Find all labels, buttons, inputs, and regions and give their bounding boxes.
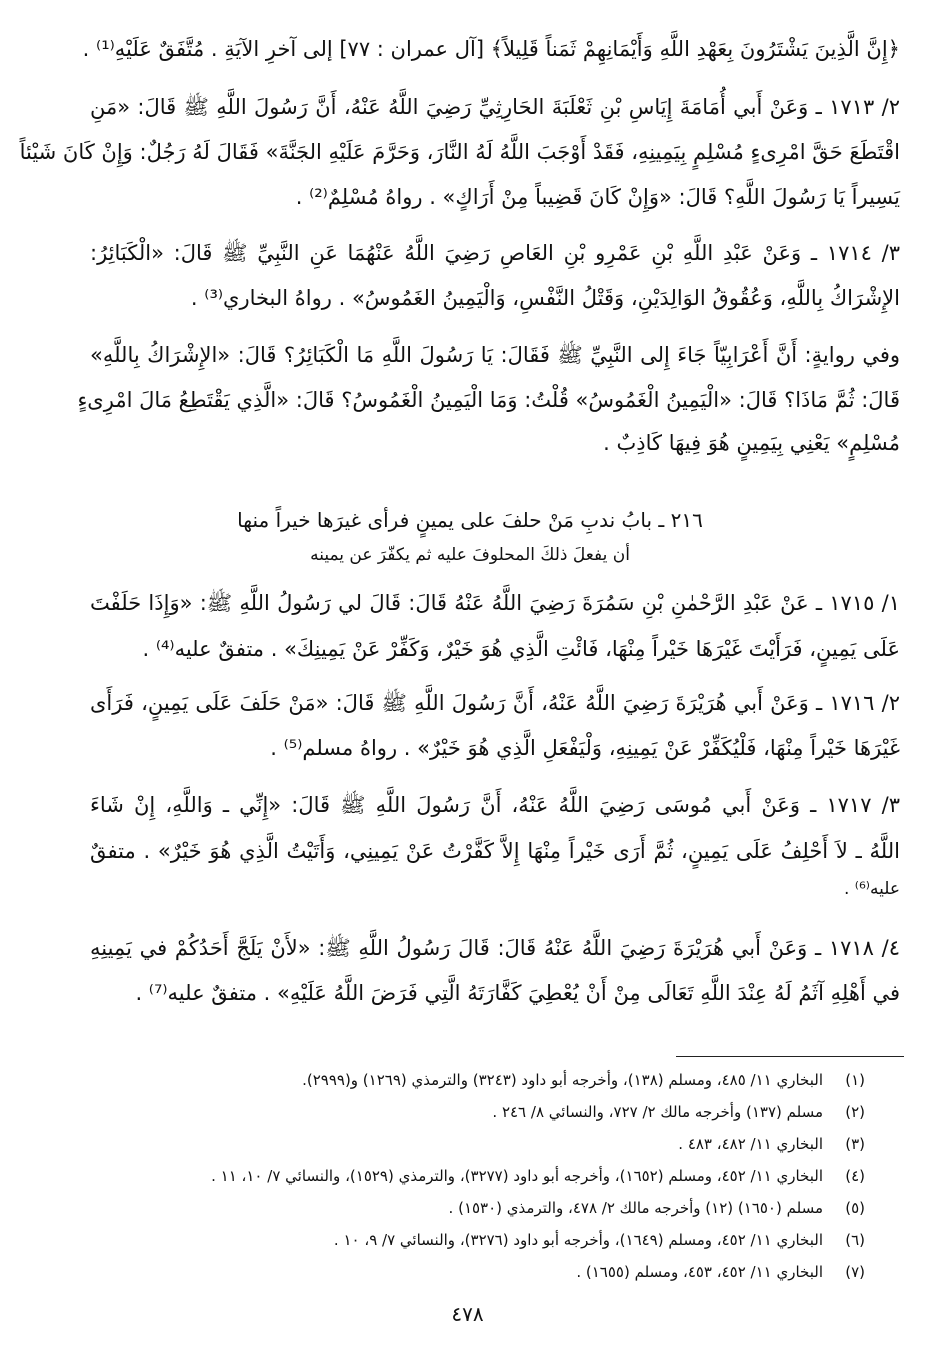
- chapter-heading: ٢١٦ ـ بابُ ندبِ مَنْ حلفَ على يمينٍ فرأى غيرَها خيراً منها: [237, 508, 703, 532]
- footnote-1: [65, 1069, 865, 1093]
- footnote-2: [65, 1101, 865, 1125]
- hadith-1714-line-1: ٣/ ١٧١٤ ـ وَعَنْ عَبْدِ اللَّهِ بْنِ عَمْرِو بْنِ العَاصِ رَضِيَ اللَّهُ عَنْهُمَا عَنِ النَّبِيِّ ﷺ قَالَ: «الْكَبَائِرُ:: [90, 241, 900, 265]
- footnote-4: [65, 1165, 865, 1189]
- footnote-text: البخاري ١١/ ٤٥٢، ومسلم (١٦٥٢)، وأخرجه أبو داود (٣٢٧٧)، والترمذي (١٥٢٩)، والنسائي ٧/ ١٠، ١١ .: [211, 1167, 823, 1185]
- footnote-text: مسلم (١٣٧) وأخرجه مالك ٢/ ٧٢٧، والنسائي ٨/ ٢٤٦ .: [492, 1103, 823, 1121]
- footnote-number: (٣): [845, 1135, 865, 1153]
- footnote-text: البخاري ١١/ ٤٥٢، ٤٥٣، ومسلم (١٦٥٥) .: [576, 1263, 823, 1281]
- hadith-1713-line-3: يَسِيراً يَا رَسُولَ اللَّهِ؟ قَالَ: «وَإِنْ كَانَ قَضِيباً مِنْ أَرَاكٍ» . رواهُ مُسْلِمٌ⁽²⁾ .: [295, 185, 900, 209]
- hadith-1716-line-1: ٢/ ١٧١٦ ـ وَعَنْ أَبي هُرَيْرَةَ رَضِيَ اللَّهُ عَنْهُ، أَنَّ رَسُولَ اللَّهِ ﷺ قَالَ: «مَنْ حَلَفَ عَلَى يَمِينٍ، فَرَأَى: [90, 691, 900, 715]
- footnote-number: (٧): [845, 1263, 865, 1281]
- hadith-1713-line-2: اقْتَطَعَ حَقَّ امْرِىءٍ مُسْلِمٍ بِيَمِينِهِ، فَقَدْ أَوْجَبَ اللَّهُ لَهُ النَّارَ، وَحَرَّمَ عَلَيْهِ الجَنَّةَ» فَقَالَ لَهُ رَجُلٌ: وَإِنْ كَانَ شَيْئاً: [19, 140, 900, 164]
- footnote-text: البخاري ١١/ ٤٨٥، ومسلم (١٣٨)، وأخرجه أبو داود (٣٢٤٣) والترمذي (١٢٦٩) و(٢٩٩٩).: [302, 1071, 823, 1089]
- footnote-number: (٤): [845, 1167, 865, 1185]
- hadith-1717-line-3: عليه⁽⁶⁾ .: [843, 879, 900, 899]
- chapter-subheading: أن يفعلَ ذلكَ المحلوفَ عليه ثم يكفّرَ عن يمينه: [310, 545, 630, 565]
- hadith-1716-line-2: غَيْرَهَا خَيْراً مِنْهَا، فَلْيُكَفِّرْ عَنْ يَمِينِهِ، وَلْيَفْعَلِ الَّذِي هُوَ خَيْرٌ» . رواهُ مسلم⁽⁵⁾ .: [270, 736, 900, 760]
- footnote-7: [65, 1261, 865, 1285]
- hadith-1714-line-2: الإِشْرَاكُ بِاللَّهِ، وَعُقُوقُ الوَالِدَيْنِ، وَقَتْلُ النَّفْسِ، وَالْيَمِينُ الغَمُوسُ» . رواهُ البخاري⁽³⁾ .: [190, 286, 900, 310]
- hadith-1718-line-1: ٤/ ١٧١٨ ـ وَعَنْ أَبي هُرَيْرَةَ رَضِيَ اللَّهُ عَنْهُ قَالَ: قَالَ رَسُولُ اللَّهِ ﷺ: «لأَنْ يَلَجَّ أَحَدُكُمْ في يَمِينِهِ: [90, 936, 900, 960]
- page-number: ٤٧٨: [451, 1302, 484, 1326]
- hadith-1715-line-2: عَلَى يَمِينٍ، فَرَأَيْتَ غَيْرَهَا خَيْراً مِنْهَا، فَائْتِ الَّذِي هُوَ خَيْرٌ، وَكَفِّرْ عَنْ يَمِينِكَ» . متفقٌ عليه⁽⁴⁾ .: [142, 637, 900, 661]
- footnote-number: (١): [845, 1071, 865, 1089]
- footnote-text: مسلم (١٦٥٠) (١٢) وأخرجه مالك ٢/ ٤٧٨، والترمذي (١٥٣٠) .: [448, 1199, 823, 1217]
- footnote-number: (٢): [845, 1103, 865, 1121]
- footnote-divider: [676, 1056, 904, 1057]
- hadith-1717-line-1: ٣/ ١٧١٧ ـ وَعَنْ أَبي مُوسَى رَضِيَ اللَّهُ عَنْهُ، أَنَّ رَسُولَ اللَّهِ ﷺ قَالَ: «إِنِّي ـ وَاللَّهِ، إِنْ شَاءَ: [90, 793, 900, 817]
- footnote-6: [65, 1229, 865, 1253]
- hadith-1715-line-1: ١/ ١٧١٥ ـ عَنْ عَبْدِ الرَّحْمٰنِ بْنِ سَمُرَةَ رَضِيَ اللَّهُ عَنْهُ قَالَ: قَالَ لي رَسُولُ اللَّهِ ﷺ: «وَإِذَا حَلَفْتَ: [90, 591, 900, 615]
- hadith-1713-line-1: ٢/ ١٧١٣ ـ وَعَنْ أَبي أُمَامَةَ إِيَاسِ بْنِ ثَعْلَبَةَ الحَارِثِيِّ رَضِيَ اللَّهُ عَنْهُ، أَنَّ رَسُولَ اللَّهِ ﷺ قَالَ: «مَنِ: [90, 95, 900, 119]
- hadith-1718-line-2: في أَهْلِهِ آثَمُ لَهُ عِنْدَ اللَّهِ تَعَالَى مِنْ أَنْ يُعْطِيَ كَفَّارَتَهُ الَّتِي فَرَضَ اللَّهُ عَلَيْهِ» . متفقٌ عليه⁽⁷⁾ .: [135, 981, 900, 1005]
- narration-line-3: مُسْلِمٍ» يَعْنِي بِيَمِينٍ هُوَ فِيهَا كَاذِبٌ .: [603, 431, 900, 455]
- footnote-text: البخاري ١١/ ٤٨٢، ٤٨٣ .: [678, 1135, 823, 1153]
- footnote-number: (٦): [845, 1231, 865, 1249]
- narration-line-2: قَالَ: ثُمَّ مَاذَا؟ قَالَ: «الْيَمِينُ الْغَمُوسُ» قُلْتُ: وَمَا الْيَمِينُ الْغَمُوسُ؟ قَالَ: «الَّذِي يَقْتَطِعُ مَالَ امْرِىءٍ: [77, 388, 900, 412]
- footnote-text: البخاري ١١/ ٤٥٢، ومسلم (١٦٤٩)، وأخرجه أبو داود (٣٢٧٦)، والنسائي ٧/ ٩، ١٠ .: [333, 1231, 823, 1249]
- hadith-1717-line-2: اللَّهُ ـ لاَ أَحْلِفُ عَلَى يَمِينٍ، ثُمَّ أَرَى خَيْراً مِنْهَا إِلاَّ كَفَّرْتُ عَنْ يَمِينِي، وَأَتَيْتُ الَّذِي هُوَ خَيْرٌ» . متفقٌ: [90, 839, 900, 863]
- footnote-5: [65, 1197, 865, 1221]
- footnote-number: (٥): [845, 1199, 865, 1217]
- quran-verse-line: ﴿إِنَّ الَّذِينَ يَشْتَرُونَ بِعَهْدِ اللَّهِ وَأَيْمَانِهِمْ ثَمَناً قَلِيلاً﴾ [آل عمران : ٧٧] إلى آخرِ الآيَةِ . مُتَّفَقٌ عَلَيْهِ⁽¹⁾ .: [82, 37, 900, 61]
- narration-line-1: وفي روايةٍ: أَنَّ أَعْرَابِيّاً جَاءَ إِلى النَّبِيِّ ﷺ فَقَالَ: يَا رَسُولَ اللَّهِ مَا الْكَبَائِرُ؟ قَالَ: «الإِشْرَاكُ بِاللَّهِ»: [90, 343, 900, 367]
- footnote-3: [65, 1133, 865, 1157]
